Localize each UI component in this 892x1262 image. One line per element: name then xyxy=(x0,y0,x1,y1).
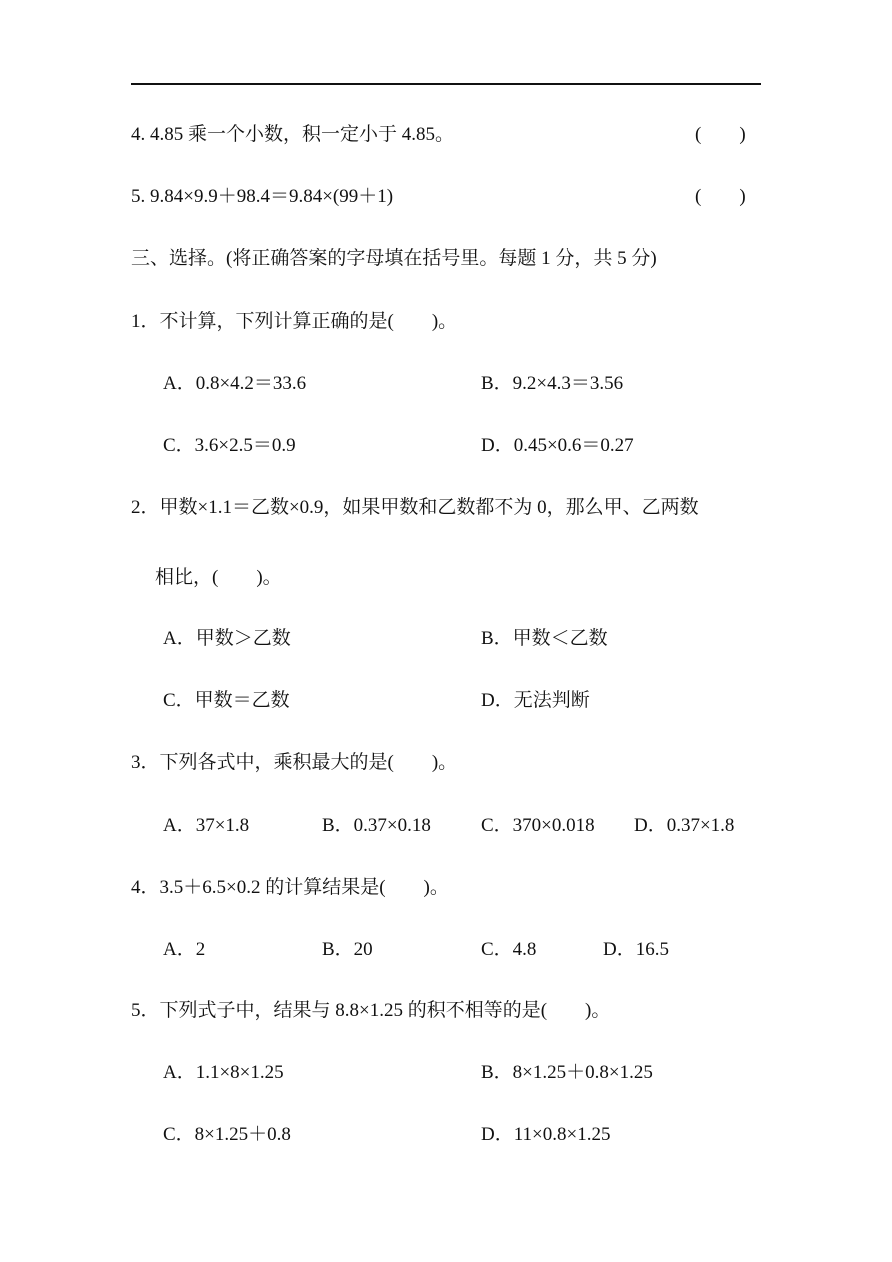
question-4-option-a[interactable]: A．2 xyxy=(163,939,206,960)
question-1-option-c[interactable]: C．3.6×2.5＝0.9 xyxy=(163,435,296,456)
question-1-option-b[interactable]: B．9.2×4.3＝3.56 xyxy=(481,373,624,394)
question-4-stem: 4．3.5＋6.5×0.2 的计算结果是( )。 xyxy=(131,877,449,898)
judgement-answer-blank-5[interactable]: ( ) xyxy=(695,186,746,207)
question-1-option-a[interactable]: A．0.8×4.2＝33.6 xyxy=(163,373,307,394)
question-3-option-c[interactable]: C．370×0.018 xyxy=(481,815,595,836)
judgement-answer-blank-4[interactable]: ( ) xyxy=(695,124,746,145)
question-3-option-d[interactable]: D．0.37×1.8 xyxy=(634,815,735,836)
question-4-option-d[interactable]: D．16.5 xyxy=(603,939,669,960)
question-2-option-c[interactable]: C．甲数＝乙数 xyxy=(163,690,290,711)
question-2-option-b[interactable]: B．甲数＜乙数 xyxy=(481,628,608,649)
question-5-option-a[interactable]: A．1.1×8×1.25 xyxy=(163,1062,284,1083)
question-3-option-b[interactable]: B．0.37×0.18 xyxy=(322,815,431,836)
question-5-option-b[interactable]: B．8×1.25＋0.8×1.25 xyxy=(481,1062,653,1083)
question-4-option-b[interactable]: B．20 xyxy=(322,939,373,960)
question-3-stem: 3．下列各式中，乘积最大的是( )。 xyxy=(131,752,458,773)
question-1-option-d[interactable]: D．0.45×0.6＝0.27 xyxy=(481,435,634,456)
question-2-option-a[interactable]: A．甲数＞乙数 xyxy=(163,628,291,649)
question-2-option-d[interactable]: D．无法判断 xyxy=(481,690,590,711)
question-2-stem-continued: 相比，( )。 xyxy=(155,567,282,588)
question-5-stem: 5．下列式子中，结果与 8.8×1.25 的积不相等的是( )。 xyxy=(131,1000,611,1021)
judgement-item-5: 5. 9.84×9.9＋98.4＝9.84×(99＋1) xyxy=(131,186,394,207)
header-rule xyxy=(131,83,761,85)
question-5-option-d[interactable]: D．11×0.8×1.25 xyxy=(481,1124,611,1145)
judgement-item-4: 4. 4.85 乘一个小数，积一定小于 4.85。 xyxy=(131,124,455,145)
question-4-option-c[interactable]: C．4.8 xyxy=(481,939,537,960)
question-2-stem: 2．甲数×1.1＝乙数×0.9，如果甲数和乙数都不为 0，那么甲、乙两数 xyxy=(131,497,699,518)
question-5-option-c[interactable]: C．8×1.25＋0.8 xyxy=(163,1124,291,1145)
question-1-stem: 1．不计算，下列计算正确的是( )。 xyxy=(131,311,458,332)
question-3-option-a[interactable]: A．37×1.8 xyxy=(163,815,250,836)
section-title: 三、选择。(将正确答案的字母填在括号里。每题 1 分，共 5 分) xyxy=(131,248,657,269)
